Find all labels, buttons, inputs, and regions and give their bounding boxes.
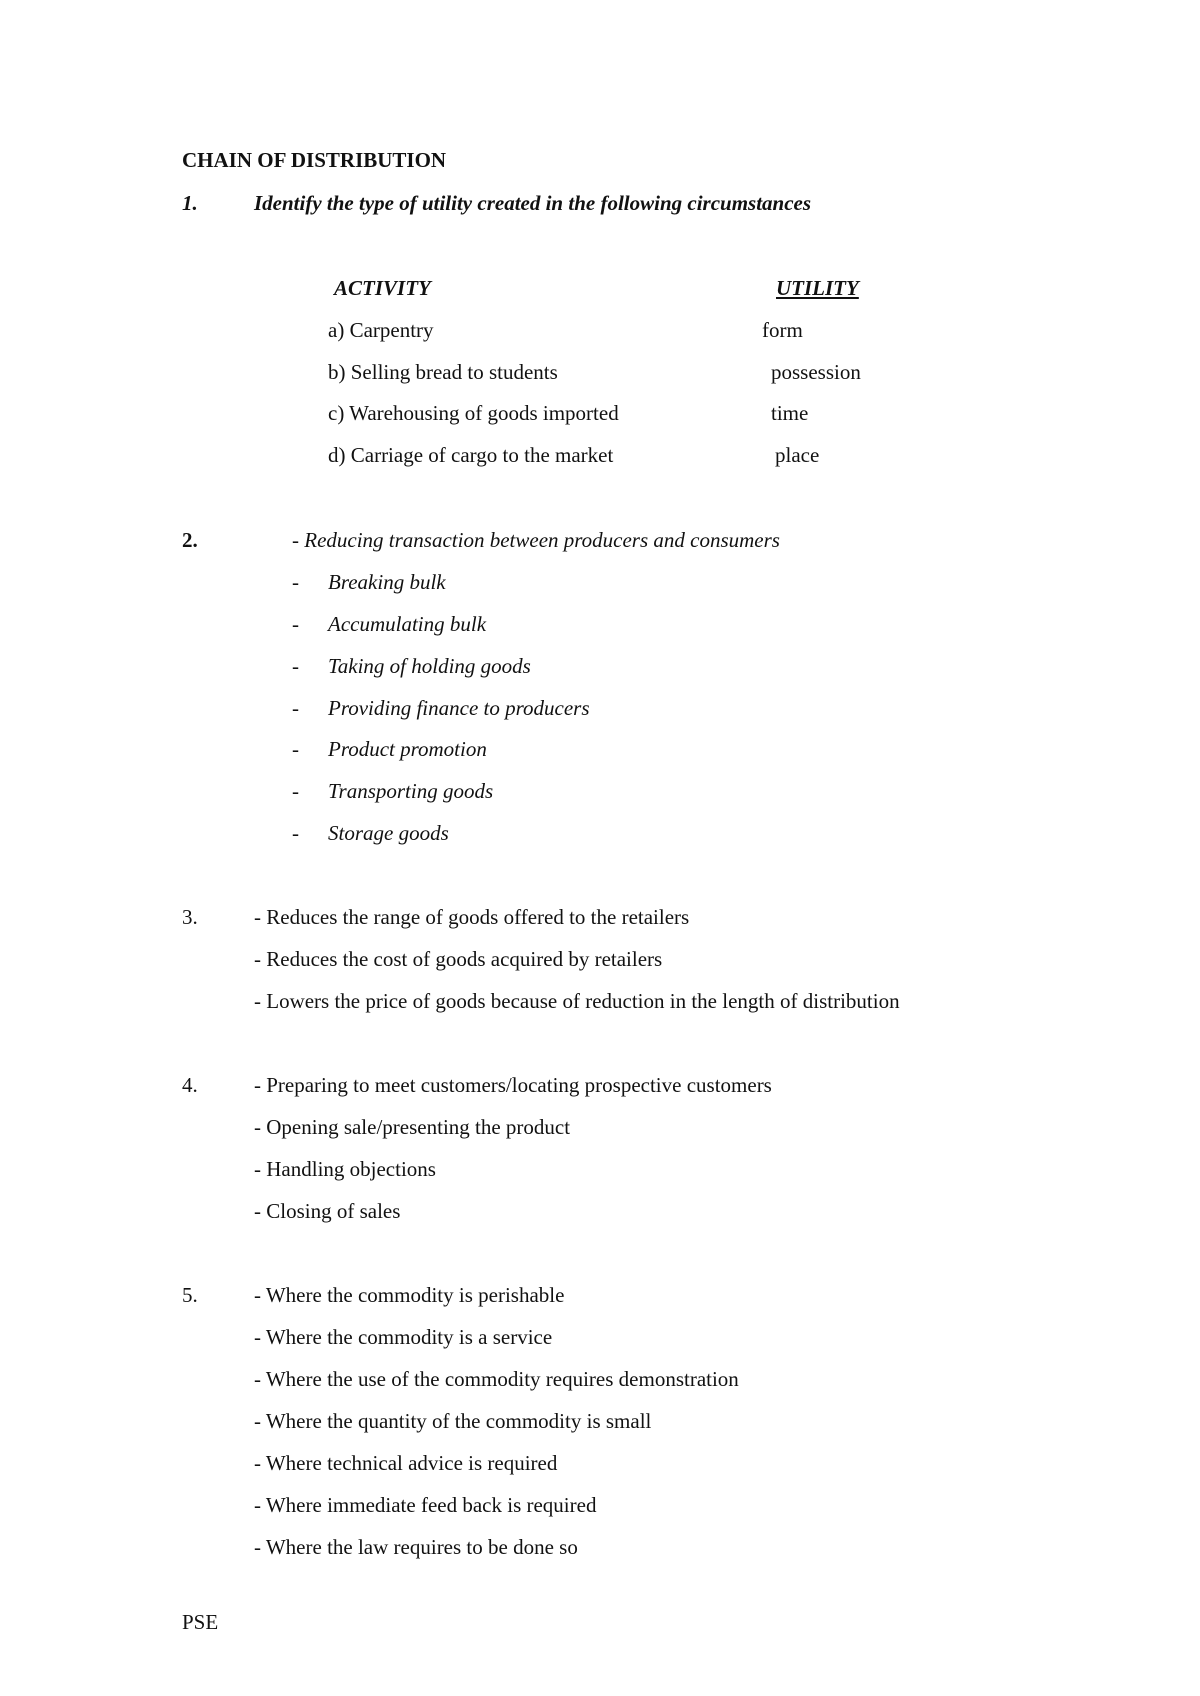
q3-number: 3. [182, 905, 198, 929]
page-footer: PSE [182, 1610, 219, 1634]
q1-number: 1. [182, 191, 198, 215]
q1-row-activity: d) Carriage of cargo to the market [328, 443, 614, 467]
q5-item: - Where immediate feed back is required [254, 1493, 597, 1517]
q1-row-activity: c) Warehousing of goods imported [328, 401, 619, 425]
q5-item: - Where the commodity is a service [254, 1325, 553, 1349]
q5-item: - Where the quantity of the commodity is small [254, 1409, 652, 1433]
q2-dash: - [292, 570, 299, 594]
q3-item: - Reduces the range of goods offered to the retailers [254, 905, 690, 929]
q1-row-utility: place [775, 443, 820, 467]
q4-item: - Preparing to meet customers/locating prospective customers [254, 1073, 772, 1097]
q2-dash: - [292, 779, 299, 803]
q5-item: - Where the use of the commodity requires demonstration [254, 1367, 739, 1391]
q1-header-utility: UTILITY [776, 276, 859, 300]
q2-number: 2. [182, 528, 198, 552]
page-title: CHAIN OF DISTRIBUTION [182, 148, 447, 172]
q1-row-utility: form [762, 318, 803, 342]
q2-item: Taking of holding goods [328, 654, 531, 678]
q1-row-activity: a) Carpentry [328, 318, 434, 342]
q3-item: - Lowers the price of goods because of reduction in the length of distribution [254, 989, 900, 1013]
q4-item: - Opening sale/presenting the product [254, 1115, 571, 1139]
q5-item: - Where the law requires to be done so [254, 1535, 578, 1559]
q2-item: Product promotion [328, 737, 487, 761]
q4-item: - Handling objections [254, 1157, 436, 1181]
q5-item: - Where technical advice is required [254, 1451, 558, 1475]
q1-row-utility: time [771, 401, 809, 425]
q2-item: Storage goods [328, 821, 449, 845]
q2-item: Accumulating bulk [328, 612, 487, 636]
q3-item: - Reduces the cost of goods acquired by retailers [254, 947, 663, 971]
q1-header-activity: ACTIVITY [334, 276, 431, 300]
q2-item: Breaking bulk [328, 570, 446, 594]
q2-item: Transporting goods [328, 779, 494, 803]
q2-dash: - [292, 696, 299, 720]
q5-item: - Where the commodity is perishable [254, 1283, 565, 1307]
q2-dash: - [292, 821, 299, 845]
q2-item: Providing finance to producers [328, 696, 590, 720]
q4-number: 4. [182, 1073, 198, 1097]
q5-number: 5. [182, 1283, 198, 1307]
q1-row-activity: b) Selling bread to students [328, 360, 558, 384]
q1-question: Identify the type of utility created in the following circumstances [254, 191, 812, 215]
q1-row-utility: possession [771, 360, 861, 384]
q2-dash: - [292, 654, 299, 678]
q2-first-item: - Reducing transaction between producers and consumers [292, 528, 780, 552]
q2-dash: - [292, 737, 299, 761]
q2-dash: - [292, 612, 299, 636]
q4-item: - Closing of sales [254, 1199, 401, 1223]
